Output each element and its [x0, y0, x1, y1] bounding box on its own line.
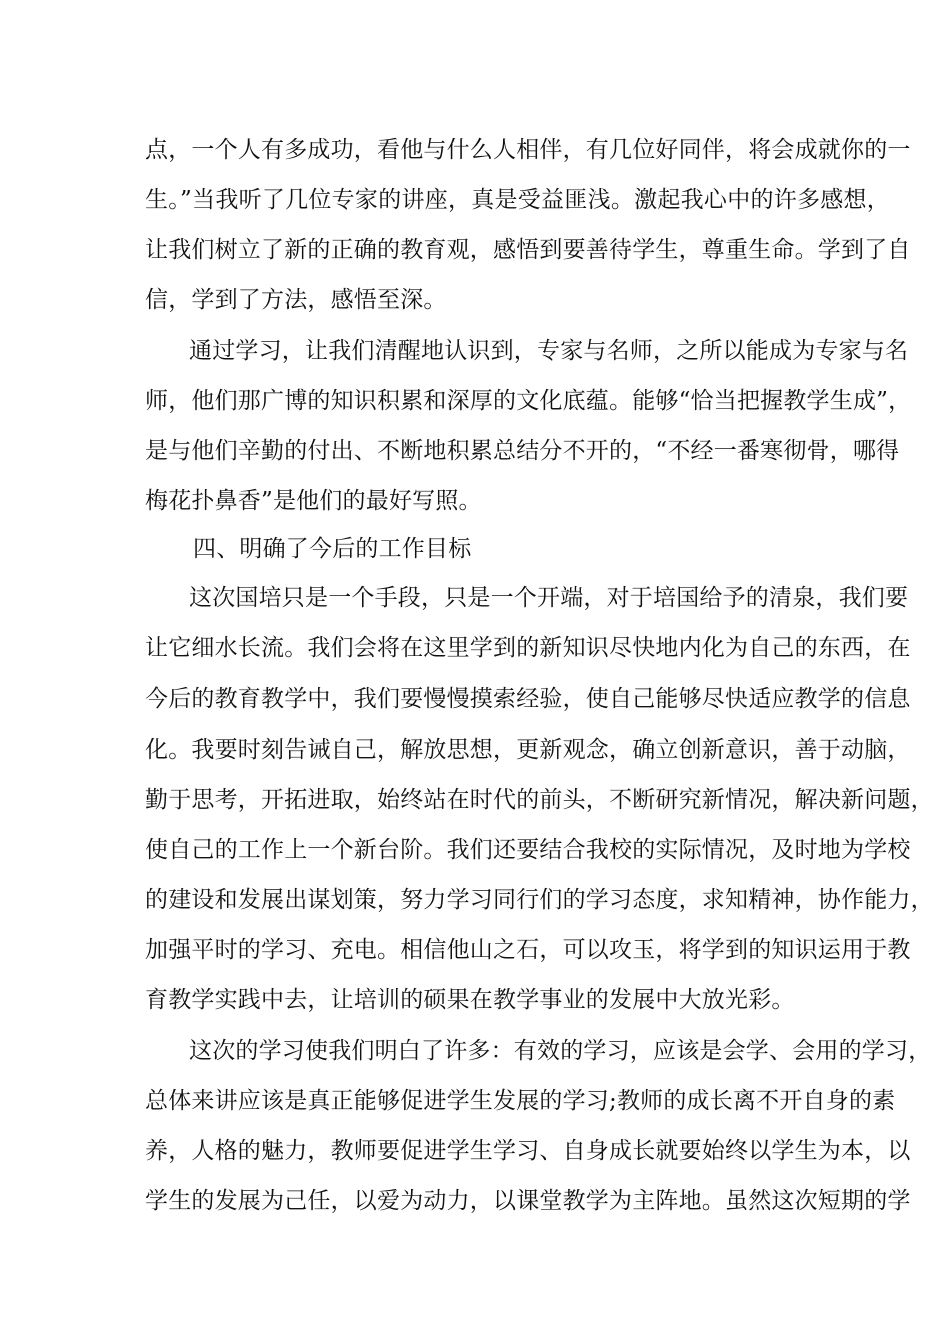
text-line: 学生的发展为己任，以爱为动力，以课堂教学为主阵地。虽然这次短期的学	[145, 1188, 911, 1214]
text-line: 勤于思考，开拓进取，始终站在时代的前头，不断研究新情况，解决新问题，	[145, 787, 934, 813]
text-line: 让它细水长流。我们会将在这里学到的新知识尽快地内化为自己的东西，在	[145, 635, 911, 661]
text-line: 总体来讲应该是真正能够促进学生发展的学习;教师的成长离不开自身的素	[145, 1088, 896, 1114]
text-line: 生。”当我听了几位专家的讲座，真是受益匪浅。激起我心中的许多感想，	[145, 187, 890, 213]
text-line: 信，学到了方法，感悟至深。	[145, 287, 447, 313]
text-line: 今后的教育教学中，我们要慢慢摸索经验，使自己能够尽快适应教学的信息	[145, 686, 911, 712]
text-line: 化。我要时刻告诫自己，解放思想，更新观念，确立创新意识，善于动脑，	[145, 737, 911, 763]
text-line: 使自己的工作上一个新台阶。我们还要结合我校的实际情况，及时地为学校	[145, 837, 911, 863]
section-heading: 四、明确了今后的工作目标	[193, 536, 472, 562]
text-line: 加强平时的学习、充电。相信他山之石，可以攻玉，将学到的知识运用于教	[145, 937, 911, 963]
text-line: 的建设和发展出谋划策，努力学习同行们的学习态度，求知精神，协作能力，	[145, 887, 934, 913]
text-line: 让我们树立了新的正确的教育观，感悟到要善待学生，尊重生命。学到了自	[145, 237, 911, 263]
text-line: 是与他们辛勤的付出、不断地积累总结分不开的，“不经一番寒彻骨，哪得	[145, 438, 900, 464]
paragraph-first-line: 通过学习，让我们清醒地认识到，专家与名师，之所以能成为专家与名	[189, 338, 909, 364]
text-line: 点，一个人有多成功，看他与什么人相伴，有几位好同伴，将会成就你的一	[145, 137, 911, 163]
text-line: 师，他们那广博的知识积累和深厚的文化底蕴。能够“恰当把握教学生成”，	[145, 388, 912, 414]
text-line: 养，人格的魅力，教师要促进学生学习、自身成长就要始终以学生为本，以	[145, 1138, 911, 1164]
text-line: 梅花扑鼻香”是他们的最好写照。	[145, 488, 482, 514]
paragraph-first-line: 这次的学习使我们明白了许多：有效的学习，应该是会学、会用的学习，	[189, 1038, 932, 1064]
text-line: 育教学实践中去，让培训的硕果在教学事业的发展中大放光彩。	[145, 987, 795, 1013]
paragraph-first-line: 这次国培只是一个手段，只是一个开端，对于培国给予的清泉，我们要	[189, 585, 909, 611]
